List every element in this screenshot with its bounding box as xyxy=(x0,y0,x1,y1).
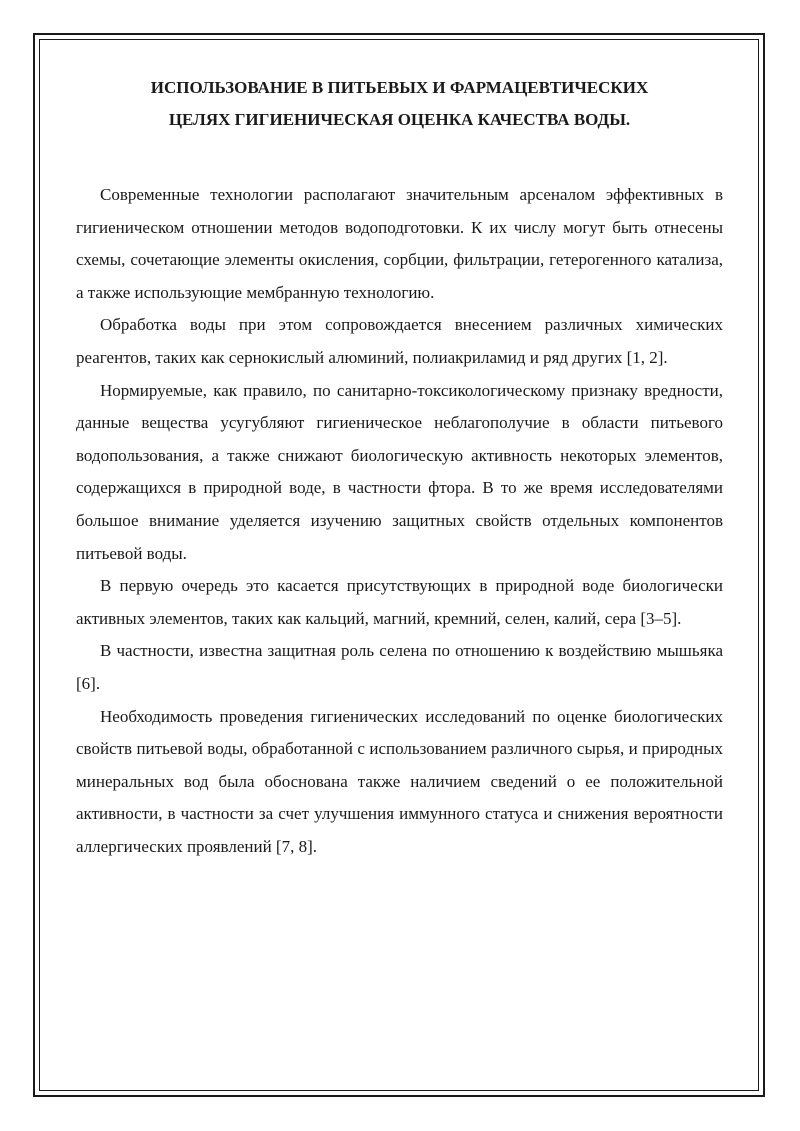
paragraph-1: Современные технологии располагают значительным арсеналом эффективных в гигиеническом отношении методов водоподготовки. К их числу могут быть отнесены схемы, сочетающие элементы окисления, сорбции, фильтрации, гетерогенного катализа, а также использующие мембранную технологию. xyxy=(76,185,723,302)
document-content xyxy=(76,70,723,863)
document-title xyxy=(76,70,723,136)
document-body xyxy=(76,179,723,863)
paragraph-3: Нормируемые, как правило, по санитарно-токсикологическому признаку вредности, данные вещества усугубляют гигиеническое неблагополучие в области питьевого водопользования, а также снижают биологическую активность некоторых элементов, содержащихся в природной воде, в частности фтора. В то же время исследователями большое внимание уделяется изучению защитных свойств отдельных компонентов питьевой воды. xyxy=(76,380,723,563)
paragraph-6: Необходимость проведения гигиенических исследований по оценке биологических свойств питьевой воды, обработанной с использованием различного сырья, и природных минеральных вод была обоснована также наличием сведений о ее положительной активности, в частности за счет улучшения иммунного статуса и снижения вероятности аллергических проявлений [7, 8]. xyxy=(76,706,723,856)
paragraph-4: В первую очередь это касается присутствующих в природной воде биологически активных элементов, таких как кальций, магний, кремний, селен, калий, сера [3–5]. xyxy=(76,576,723,628)
paragraph-2: Обработка воды при этом сопровождается внесением различных химических реагентов, таких как сернокислый алюминий, полиакриламид и ряд других [1, 2]. xyxy=(76,315,723,367)
title-line-2: ЦЕЛЯХ ГИГИЕНИЧЕСКАЯ ОЦЕНКА КАЧЕСТВА ВОДЫ. xyxy=(168,110,631,129)
title-line-1: ИСПОЛЬЗОВАНИЕ В ПИТЬЕВЫХ И ФАРМАЦЕВТИЧЕСКИХ xyxy=(150,78,649,97)
paragraph-5: В частности, известна защитная роль селена по отношению к воздействию мышьяка [6]. xyxy=(76,641,723,693)
